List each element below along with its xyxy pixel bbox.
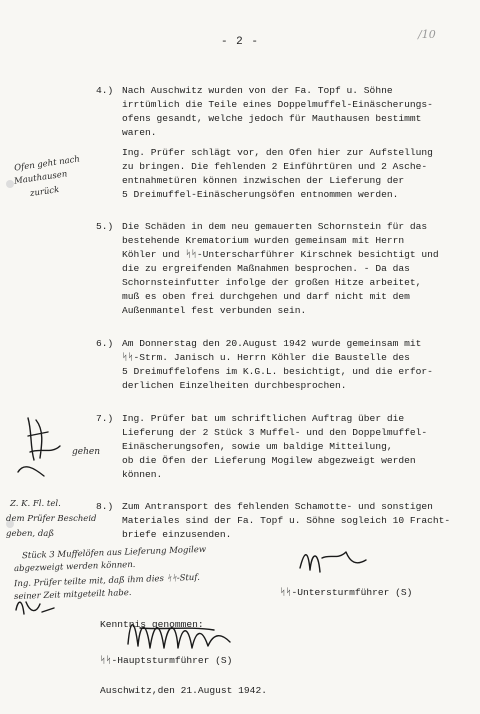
item-line: briefe einzusenden. (122, 529, 232, 540)
item-number: 7.) (96, 413, 114, 424)
item-line: bestehende Krematorium wurden gemeinsam mit Herrn (122, 235, 405, 246)
item-line: muß es oben frei durchgehen und darf nicht mit dem (122, 291, 410, 302)
handwritten-note-bottom: abgezweigt werden können. (13, 559, 136, 575)
item-line: können. (122, 469, 163, 480)
item-line: Nach Auschwitz wurden von der Fa. Topf u. Söhne (122, 85, 393, 96)
item-line: Einäscherungsofen, sowie um baldige Mitteilung, (122, 441, 393, 452)
signature-title-untersturmfuehrer: ᛋᛋ-Untersturmführer (S) (280, 587, 413, 598)
item-line: Außenmantel fest verbunden sein. (122, 305, 307, 316)
item-line: derlichen Einzelheiten durchbesprochen. (122, 380, 347, 391)
item-line: ob die Öfen der Lieferung Mogilew abgezweigt werden (122, 455, 416, 466)
item-line: zu bringen. Die fehlenden 2 Einführtüren und 2 Asche- (122, 161, 428, 172)
item-line: entnahmetüren können inzwischen der Lieferung der (122, 175, 405, 186)
item-line: Materiales sind der Fa. Topf u. Söhne sogleich 10 Fracht- (122, 515, 451, 526)
item-line: Lieferung der 2 Stück 3 Muffel- und den Doppelmuffel- (122, 427, 428, 438)
initials-mark (300, 552, 366, 572)
handwritten-note-item4: zurück (29, 185, 60, 200)
item-number: 5.) (96, 221, 114, 232)
item-line: waren. (122, 127, 157, 138)
page-number: - 2 - (220, 36, 259, 48)
handwritten-note-item7: gehen (72, 447, 101, 457)
item-line: Köhler und ᛋᛋ-Unterscharführer Kirschnek besichtigt und (122, 249, 439, 260)
handwritten-note-item4: Mauthausen (13, 169, 68, 187)
acknowledgement-label: Kenntnis genommen: (100, 619, 204, 630)
signature-title-hauptsturmfuehrer: ᛋᛋ-Hauptsturmführer (S) (100, 655, 233, 666)
item-line: Ing. Prüfer schlägt vor, den Ofen hier zur Aufstellung (122, 147, 433, 158)
item-number: 4.) (96, 85, 114, 96)
item-line: Am Donnerstag den 20.August 1942 wurde gemeinsam mit (122, 338, 422, 349)
initials-mark-left (16, 602, 54, 614)
item-number: 8.) (96, 501, 114, 512)
handwritten-note-item8: geben, daß (6, 529, 55, 539)
handwritten-note-item8: dem Prüfer Bescheid (6, 514, 97, 524)
place-date: Auschwitz,den 21.August 1942. (100, 685, 267, 696)
handwritten-note-bottom: Ing. Prüfer teilte mit, daß ihm dies ᛋᛋ-Stuf. (13, 572, 201, 590)
item-line: irrtümlich die Teile eines Doppelmuffel-Einäscherungs- (122, 99, 433, 110)
item-line: Die Schäden in dem neu gemauerten Schornstein für das (122, 221, 428, 232)
handwritten-note-item4: Ofen geht nach (13, 154, 81, 174)
item-line: die zu ergreifenden Maßnahmen besprochen. - Da das (122, 263, 410, 274)
item-line: 5 Dreimuffel-Einäscherungsöfen entnommen werden. (122, 189, 399, 200)
handwritten-note-bottom: seiner Zeit mitgeteilt habe. (13, 587, 132, 603)
ack-underline (140, 628, 214, 630)
handwritten-note-bottom: Stück 3 Muffelöfen aus Lieferung Mogilew (21, 544, 207, 562)
item-number: 6.) (96, 338, 114, 349)
margin-scribble (18, 418, 60, 476)
item-line: ᛋᛋ-Strm. Janisch u. Herrn Köhler die Baustelle des (122, 352, 410, 363)
item-line: Zum Antransport des fehlenden Schamotte- und sonstigen (122, 501, 433, 512)
corner-note: /10 (418, 28, 436, 41)
item-line: 5 Dreimuffelofens im K.G.L. besichtigt, und die erfor- (122, 366, 433, 377)
item-line: ofens gesandt, welche jedoch für Mauthausen bestimmt (122, 113, 422, 124)
item-line: Ing. Prüfer bat um schriftlichen Auftrag über die (122, 413, 405, 424)
handwritten-note-item8: Z. K. Fl. tel. (10, 499, 61, 509)
item-line: Schornsteinfutter infolge der großen Hitze arbeitet, (122, 277, 422, 288)
